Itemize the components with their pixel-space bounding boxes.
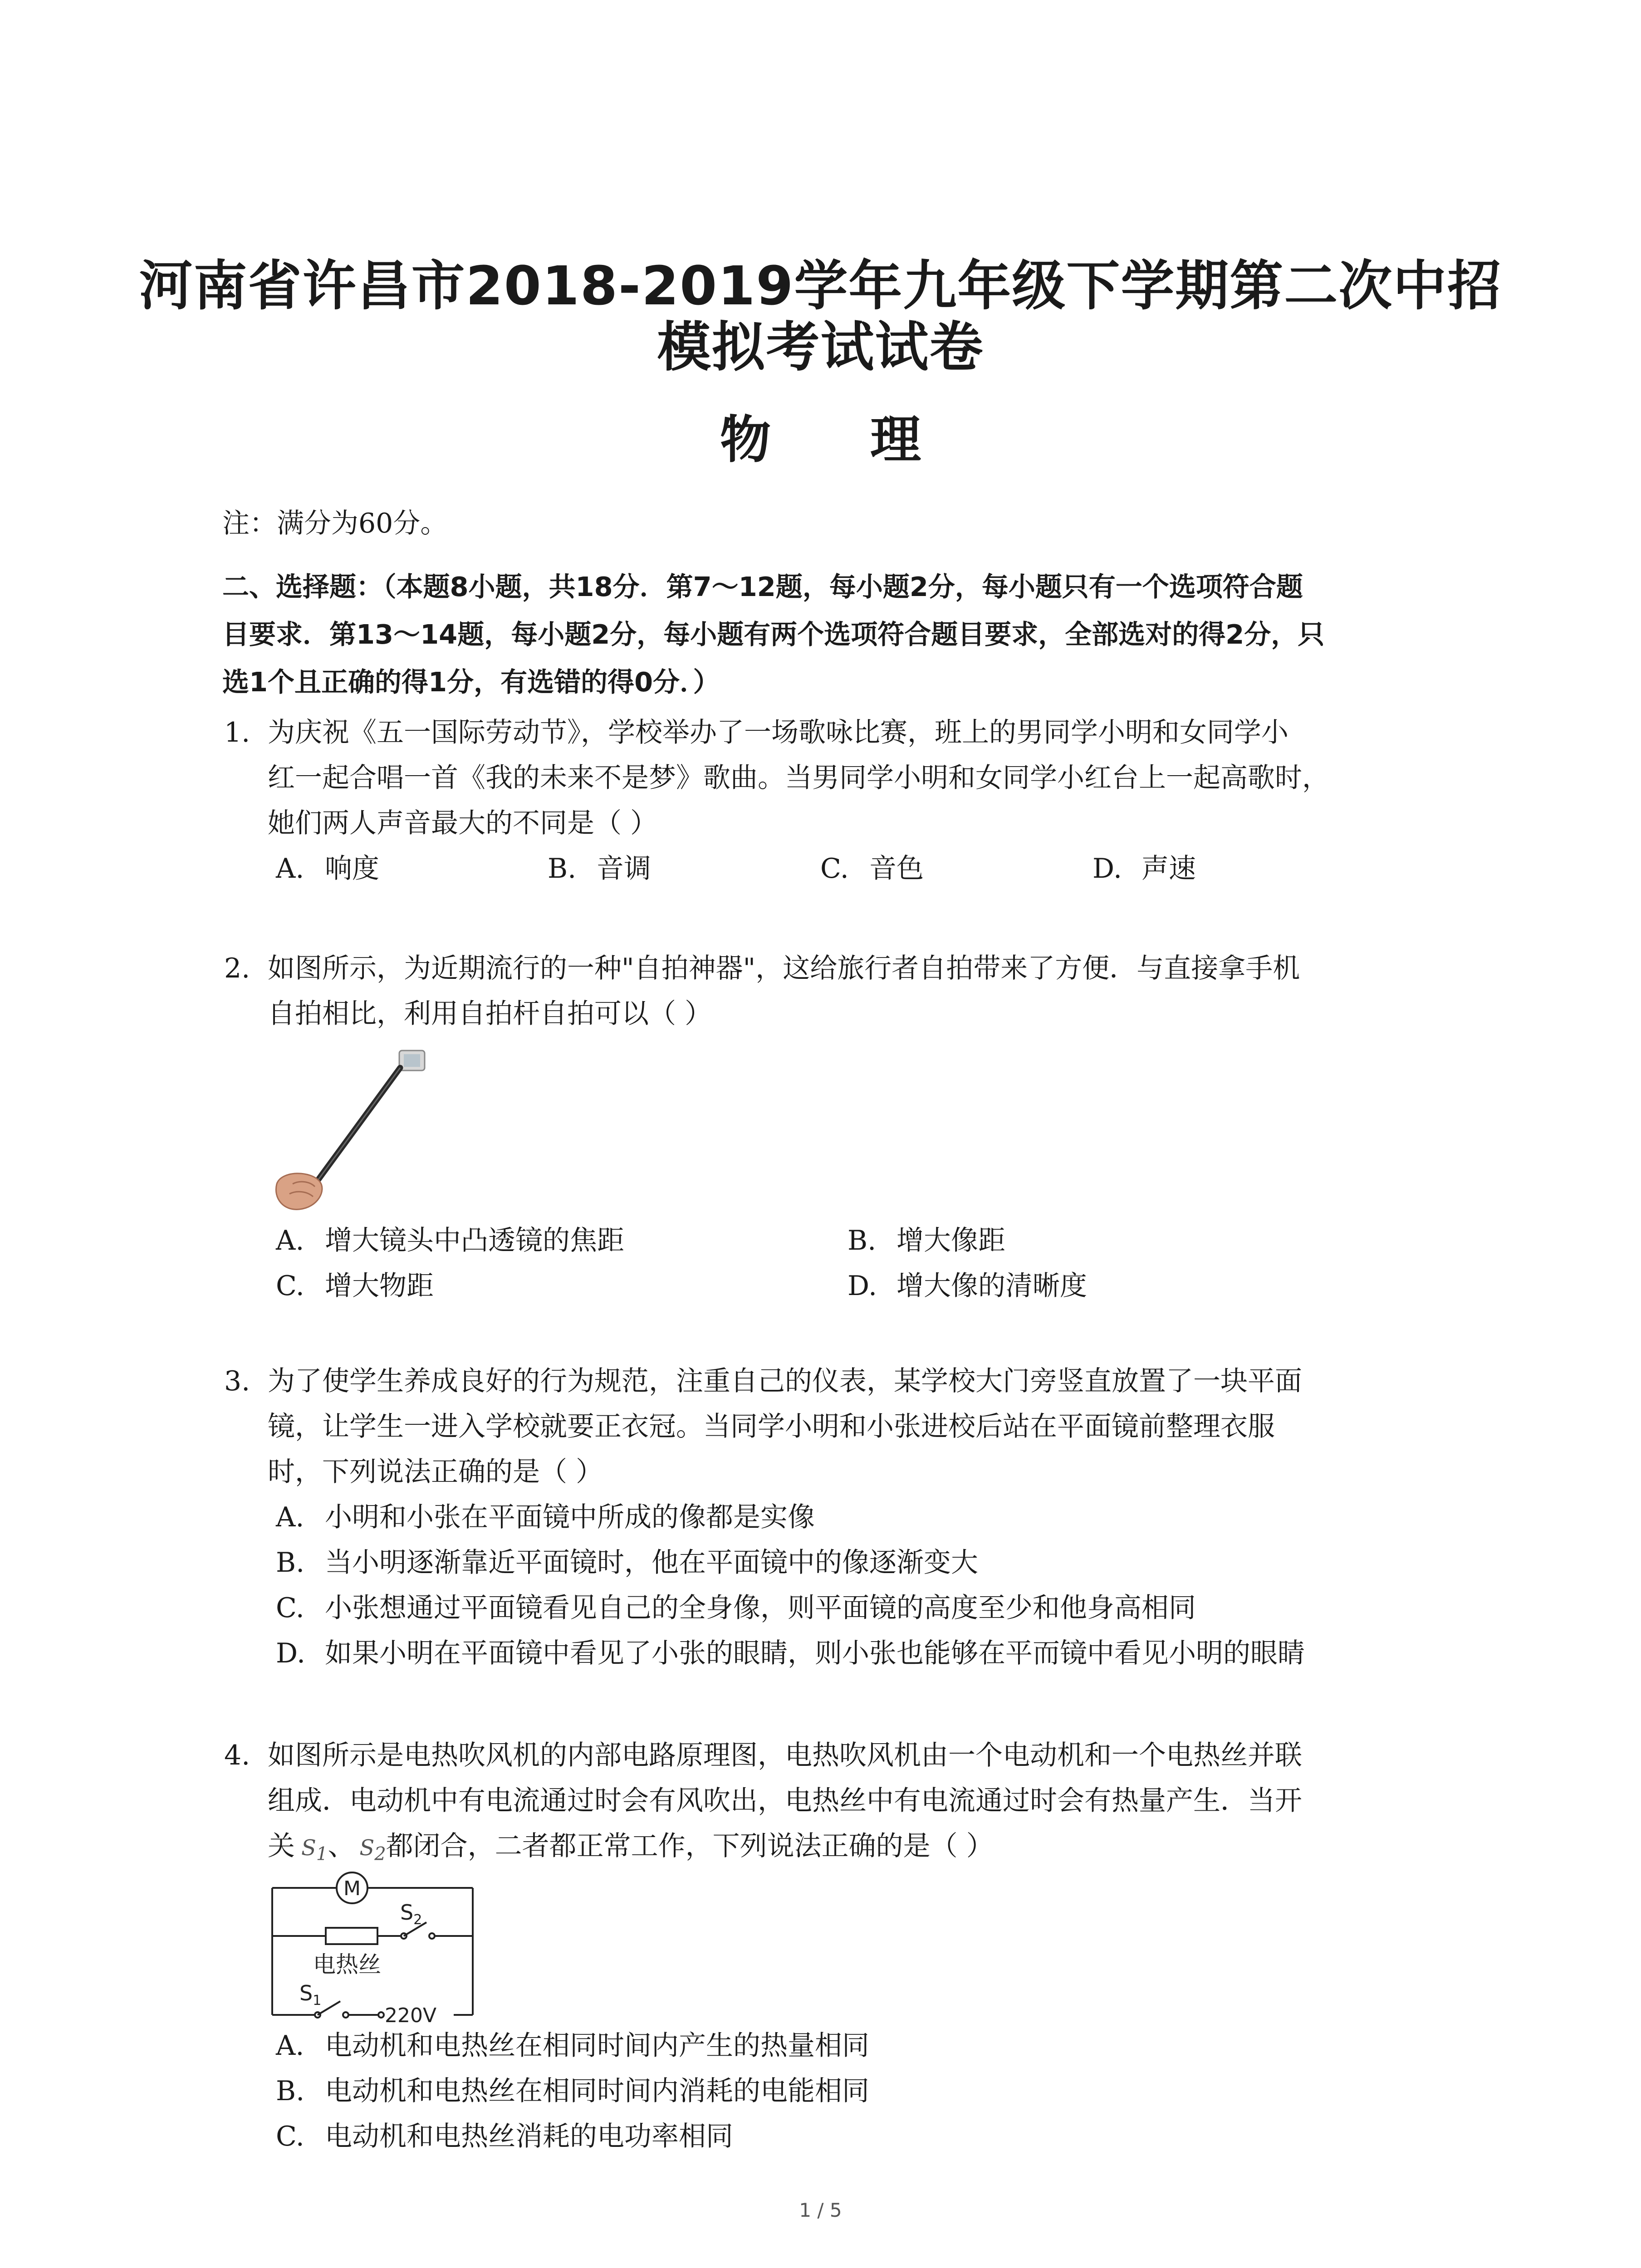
switch-s2-label: $S_2$ [400, 1900, 422, 1928]
selfie-stick-highlight [309, 1068, 400, 1193]
option-label: C. [276, 1592, 304, 1624]
page-number: 1 / 5 [799, 2199, 842, 2221]
question-text-line: 她们两人声音最大的不同是（ ） [268, 807, 658, 839]
question-text-line: 组成．电动机中有电流通过时会有风吹出，电热丝中有电流通过时会有热量产生．当开 [268, 1785, 1302, 1817]
option-text: 增大像的清晰度 [896, 1270, 1087, 1302]
option-b[interactable] [847, 1218, 1005, 1263]
option-label: B. [548, 853, 577, 885]
hair-dryer-circuit-diagram [268, 1869, 481, 2023]
question-number: 4. [224, 1740, 250, 1771]
switch-s2-symbol: $S_2$ [359, 1835, 386, 1865]
option-c[interactable] [276, 1263, 434, 1309]
option-text: 增大物距 [325, 1270, 434, 1302]
option-label: A. [276, 1501, 304, 1533]
section-instructions-line-2: 目要求．第13～14题，每小题2分，每小题有两个选项符合题目要求，全部选对的得2分，只 [222, 619, 1325, 650]
option-text: 声速 [1141, 853, 1196, 885]
option-c[interactable] [276, 1585, 1196, 1631]
option-label: B. [276, 2075, 305, 2107]
option-text: 增大镜头中凸透镜的焦距 [325, 1225, 624, 1256]
option-text: 小张想通过平面镜看见自己的全身像，则平面镜的高度至少和他身高相同 [325, 1592, 1196, 1624]
option-label: C. [276, 2121, 304, 2152]
power-terminal-icon [378, 2012, 384, 2018]
selfie-stick-image [268, 1048, 445, 1216]
option-label: D. [847, 1270, 877, 1302]
option-text: 当小明逐渐靠近平面镜时，他在平面镜中的像逐渐变大 [325, 1547, 978, 1579]
switch-s1-symbol: $S_1$ [301, 1835, 328, 1865]
option-label: B. [276, 1547, 305, 1579]
option-d[interactable] [1092, 846, 1196, 891]
question-text-line: 自拍相比，利用自拍杆自拍可以（ ） [268, 998, 712, 1030]
option-b[interactable] [276, 1540, 978, 1585]
option-label: A. [276, 1225, 304, 1256]
option-label: B. [847, 1225, 877, 1256]
question-text-line: 为了使学生养成良好的行为规范，注重自己的仪表，某学校大门旁竖直放置了一块平面 [268, 1365, 1302, 1397]
option-text: 增大像距 [896, 1225, 1005, 1256]
exam-title-line-2: 模拟考试试卷 [657, 316, 984, 378]
option-label: A. [276, 2030, 304, 2062]
option-a[interactable] [276, 1218, 624, 1263]
option-label: C. [820, 853, 849, 885]
question-number: 1. [224, 717, 250, 748]
option-d[interactable] [276, 1631, 1305, 1676]
question-text-line: 时，下列说法正确的是（ ） [268, 1456, 603, 1488]
section-instructions-line-1: 二、选择题：（本题8小题，共18分．第7～12题，每小题2分，每小题只有一个选项符合题 [222, 571, 1303, 602]
option-text: 如果小明在平面镜中看见了小张的眼睛，则小张也能够在平而镜中看见小明的眼睛 [325, 1637, 1305, 1669]
option-label: A. [276, 853, 304, 885]
question-text-fragment: 都闭合，二者都正常工作，下列说法正确的是（ ） [386, 1830, 994, 1862]
option-b[interactable] [548, 846, 651, 891]
option-d[interactable] [847, 1263, 1087, 1309]
option-c[interactable] [276, 2114, 733, 2159]
exam-title-line-1: 河南省许昌市2018-2019学年九年级下学期第二次中招 [139, 254, 1502, 317]
option-text: 电动机和电热丝在相同时间内产生的热量相同 [325, 2030, 869, 2062]
option-b[interactable] [276, 2068, 869, 2114]
question-number: 2. [224, 953, 250, 984]
switch-s1-label: $S_1$ [299, 1981, 322, 2009]
score-note: 注：满分为60分。 [222, 508, 448, 539]
subject-heading: 物 理 [720, 411, 962, 469]
option-label: D. [1092, 853, 1122, 885]
question-text-line: 如图所示是电热吹风机的内部电路原理图，电热吹风机由一个电动机和一个电热丝并联 [268, 1740, 1302, 1771]
option-text: 响度 [325, 853, 379, 885]
option-text: 音调 [597, 853, 651, 885]
voltage-label: 220V [385, 2004, 437, 2023]
option-text: 小明和小张在平面镜中所成的像都是实像 [325, 1501, 815, 1533]
motor-label: M [343, 1877, 361, 1900]
heater-label: 电热丝 [313, 1951, 381, 1978]
question-number: 3. [224, 1365, 250, 1397]
option-a[interactable] [276, 1495, 815, 1540]
option-text: 音色 [869, 853, 924, 885]
question-text-line: 红一起合唱一首《我的未来不是梦》歌曲。当男同学小明和女同学小红台上一起高歌时， [268, 762, 1329, 794]
section-instructions-line-3: 选1个且正确的得1分，有选错的得0分．） [222, 666, 720, 698]
option-a[interactable] [276, 846, 379, 891]
option-label: D. [276, 1637, 306, 1669]
option-a[interactable] [276, 2023, 869, 2068]
question-text-line: 镜，让学生一进入学校就要正衣冠。当同学小明和小张进校后站在平面镜前整理衣服 [268, 1411, 1275, 1442]
switch-separator: 、 [328, 1830, 355, 1862]
option-text: 电动机和电热丝消耗的电功率相同 [325, 2121, 733, 2152]
question-text-line: 为庆祝《五一国际劳动节》，学校举办了一场歌咏比赛，班上的男同学小明和女同学小 [268, 717, 1288, 748]
option-text: 电动机和电热丝在相同时间内消耗的电能相同 [325, 2075, 869, 2107]
option-label: C. [276, 1270, 304, 1302]
heater-resistor-icon [326, 1928, 377, 1944]
phone-screen [404, 1054, 420, 1067]
option-c[interactable] [820, 846, 924, 891]
question-text-line: 如图所示，为近期流行的一种"自拍神器"，这给旅行者自拍带来了方便．与直接拿手机 [268, 953, 1300, 984]
question-text-fragment: 关 [268, 1830, 295, 1862]
